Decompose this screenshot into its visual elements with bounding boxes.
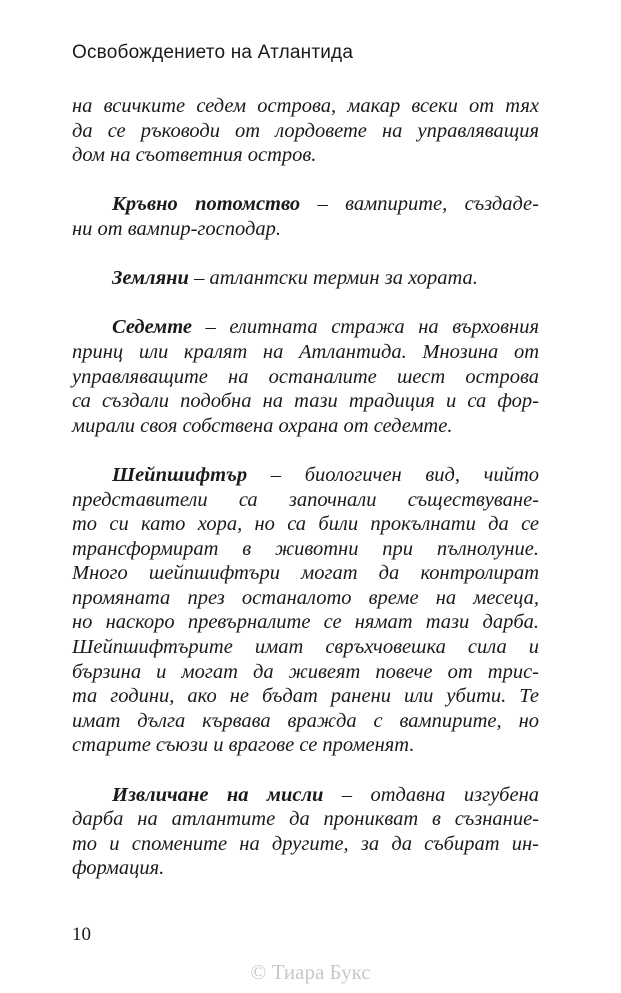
glossary-entry-blood-progeny <box>72 192 539 241</box>
text-line: то си като хора, но са били прокълнати да се <box>72 513 539 536</box>
glossary-definition-fragment: – вампирите, създаде- <box>300 193 539 216</box>
glossary-term: Земляни <box>112 267 189 290</box>
glossary-term: Извличане на мисли <box>112 783 324 806</box>
text-line: старите съюзи и врагове се променят. <box>72 734 415 757</box>
running-head-title: Освобождението на Атлантида <box>72 42 354 63</box>
glossary-entry-mind-extraction <box>72 783 539 881</box>
glossary-entry-continuation <box>72 94 539 168</box>
text-line: трансформират в животни при пълнолуние. <box>72 537 539 560</box>
text-line <box>72 783 539 808</box>
glossary-entry-shapeshifter <box>72 463 539 758</box>
glossary-body <box>72 94 539 881</box>
glossary-definition-fragment: – атлантски термин за хората. <box>188 267 478 290</box>
text-line: на всичките седем острова, макар всеки от тях <box>72 95 539 117</box>
glossary-definition-fragment: – биологичен вид, чийто <box>247 463 539 486</box>
glossary-definition-fragment: – елитната стража на върховния <box>191 316 539 339</box>
text-line <box>72 463 539 488</box>
text-line: са създали подобна на тази традиция и са фор- <box>72 390 539 413</box>
text-line: мирали своя собствена охрана от седемте. <box>72 414 453 437</box>
text-line: та години, ако не бъдат ранени или убити. Те <box>72 685 539 708</box>
text-line <box>72 266 539 291</box>
text-line: имат дълга кървава вражда с вампирите, но <box>72 709 539 732</box>
text-line: управляващите на останалите шест острова <box>72 365 539 388</box>
text-line: Много шейпшифтъри могат да контролират <box>72 562 539 585</box>
text-line: принц или кралят на Атлантида. Мнозина от <box>72 340 539 363</box>
glossary-term: Кръвно потомство <box>112 193 301 216</box>
page-number: 10 <box>72 924 91 945</box>
text-line: то и спомените на другите, за да събират ин- <box>72 832 539 855</box>
text-line <box>72 192 539 217</box>
glossary-definition-fragment: – отдавна изгубена <box>323 783 539 806</box>
glossary-entry-the-seven <box>72 315 539 438</box>
text-line: представители са започнали съществуване- <box>72 488 539 511</box>
text-line <box>72 315 539 340</box>
text-line: дом на съответния остров. <box>72 144 317 167</box>
text-line: формация. <box>72 857 165 880</box>
text-line: ни от вампир-господар. <box>72 217 281 240</box>
text-line: да се ръководи от лордовете на управляващия <box>72 119 539 142</box>
text-line: но наскоро превърналите се нямат тази дарба. <box>72 611 539 634</box>
glossary-entry-earthlings <box>72 266 539 291</box>
text-line: бързина и могат да живеят повече от трис- <box>72 660 539 683</box>
copyright-watermark: © Тиара Букс <box>250 960 371 984</box>
text-line: промяната през останалото време на месеца, <box>72 586 539 609</box>
text-line: дарба на атлантите да проникват в съзнание- <box>72 808 539 831</box>
text-line: Шейпшифтърите имат свръхчовешка сила и <box>72 636 539 659</box>
glossary-term: Шейпшифтър <box>112 463 248 486</box>
glossary-term: Седемте <box>112 316 192 339</box>
